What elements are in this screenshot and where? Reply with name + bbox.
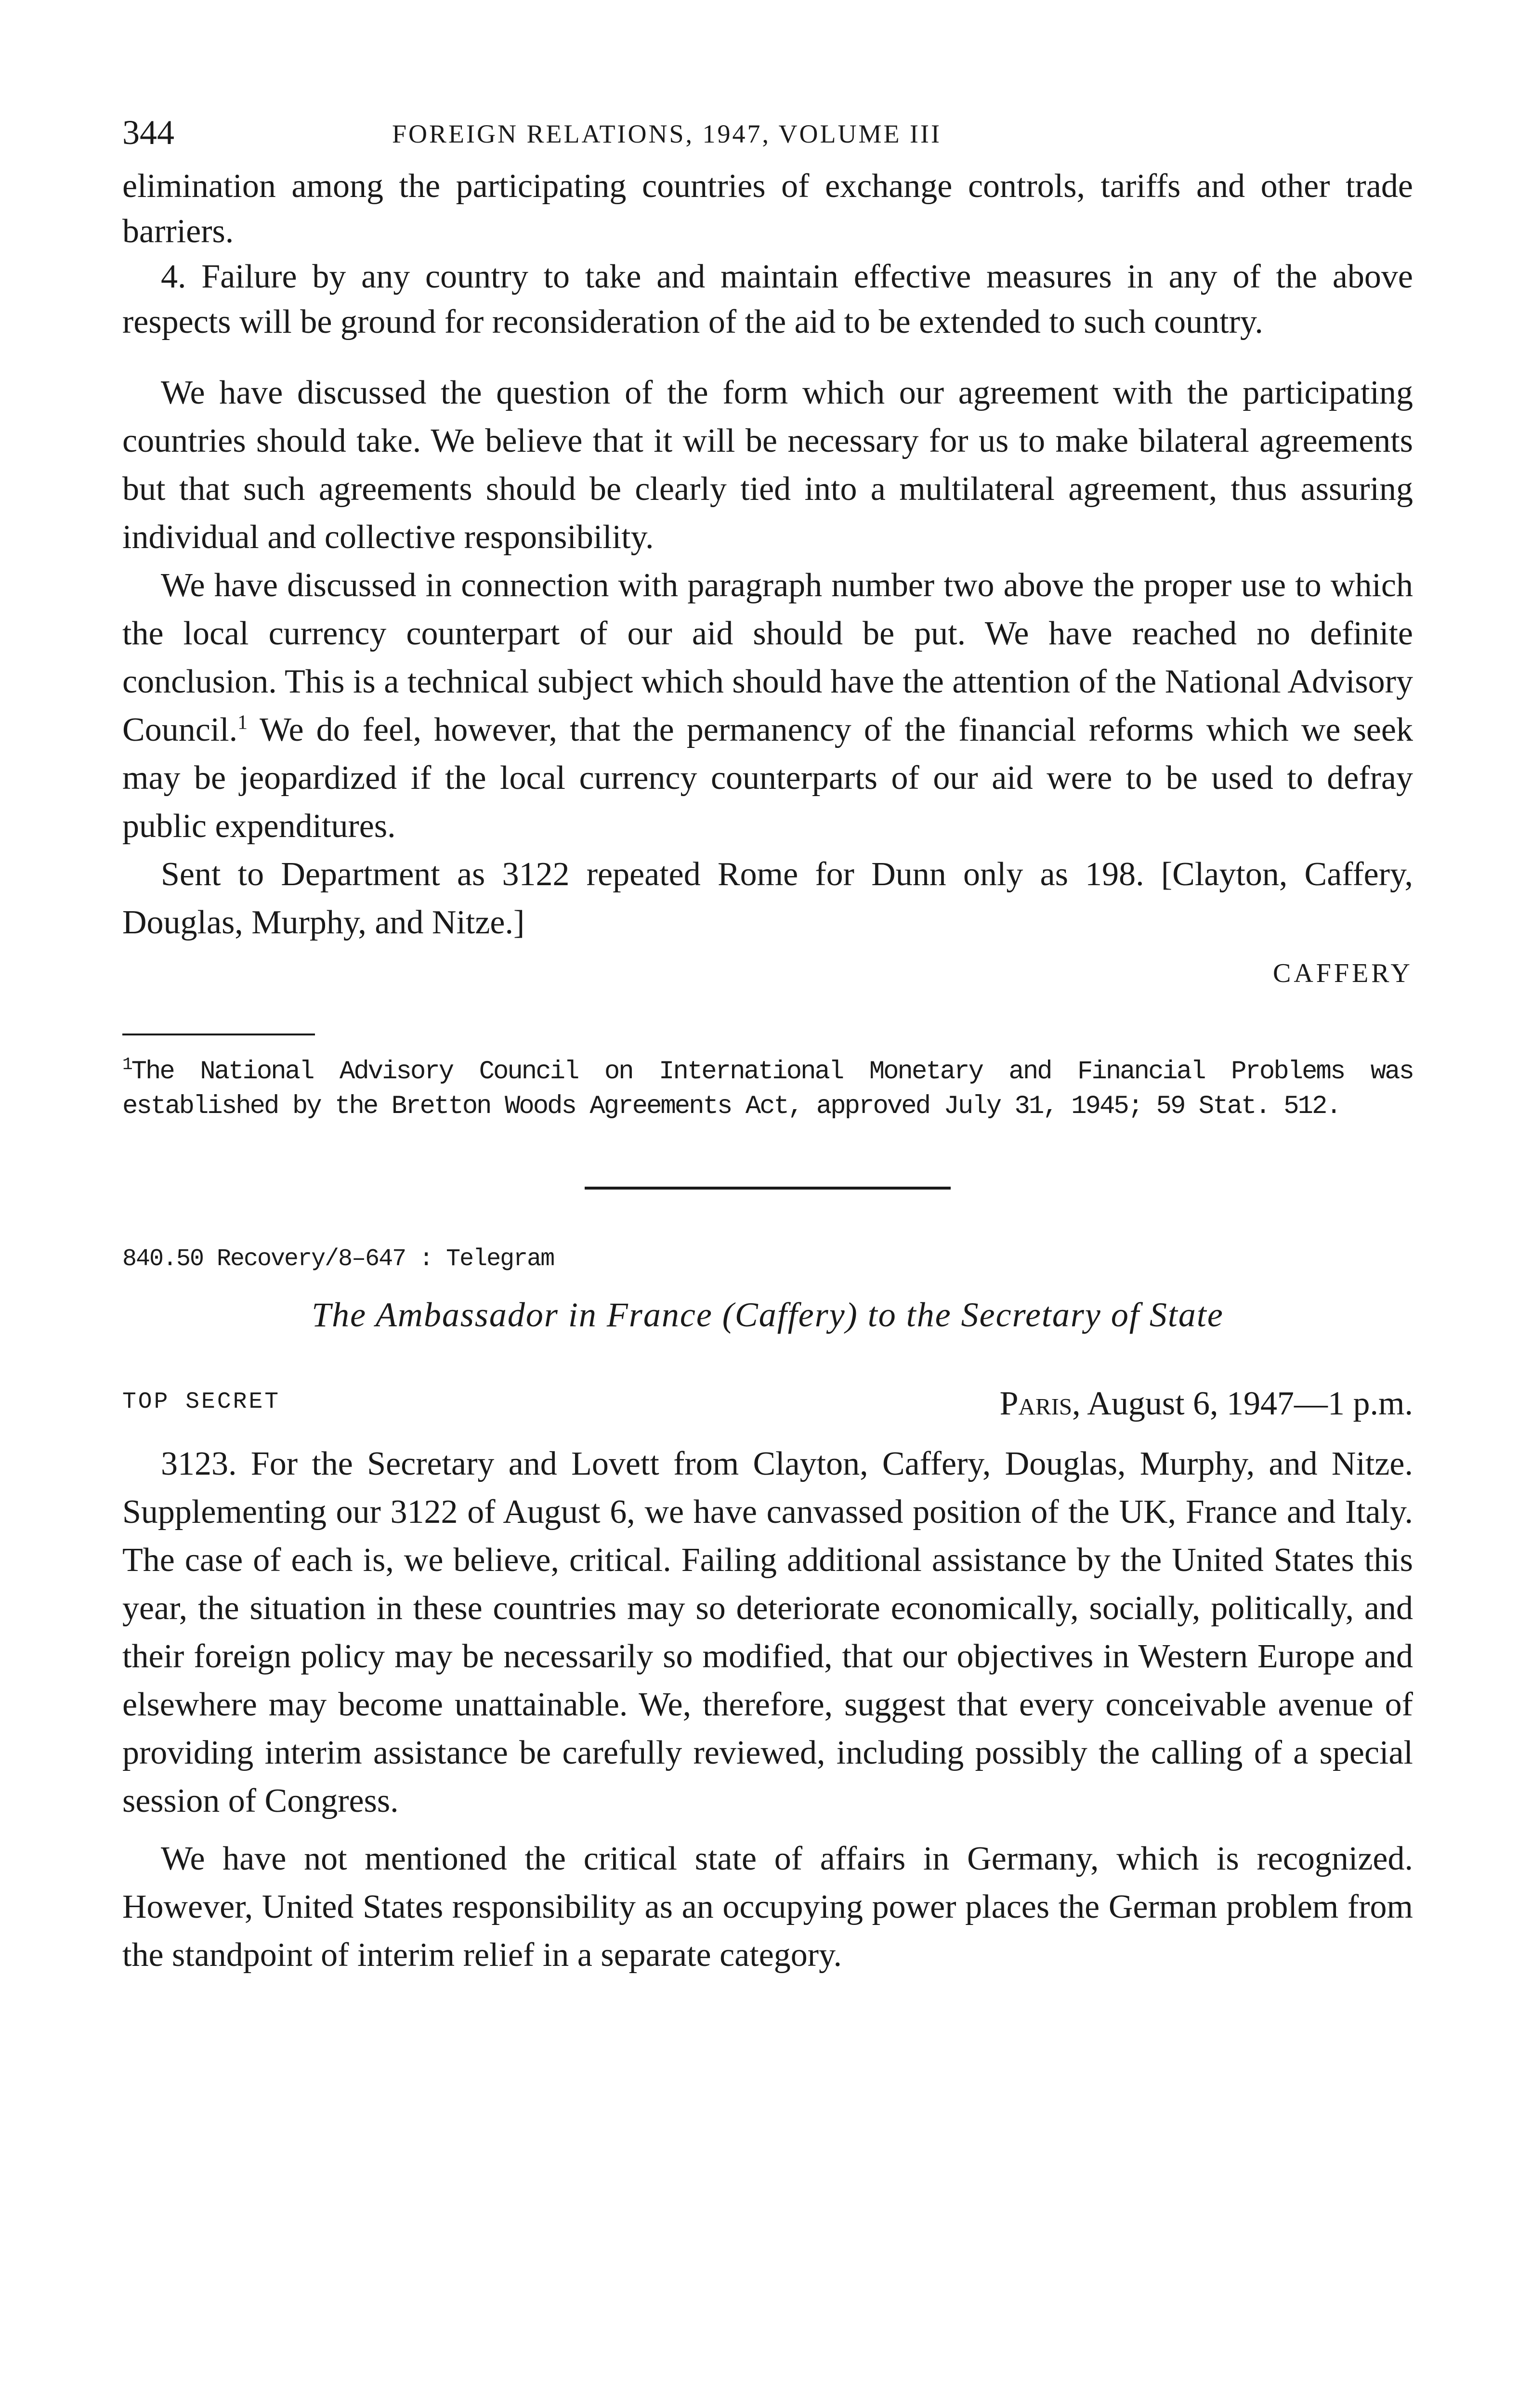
document-heading: The Ambassador in France (Caffery) to the Secretary of State — [312, 1296, 1224, 1334]
classification-label: TOP SECRET — [122, 1389, 281, 1415]
telegram-paragraph-2: We have not mentioned the critical state of affairs in Germany, which is recognized. However, United States responsibility as an occupying power places the German problem from the standpoint of interim relief in a separate category. — [122, 1840, 1413, 1974]
dateline — [1000, 1382, 1413, 1426]
footnote-marker: 1 — [122, 1055, 131, 1074]
page-number: 344 — [122, 113, 174, 152]
dateline-date: , August 6, 1947—1 p.m. — [1072, 1385, 1413, 1422]
paragraph-local-currency-part2: We do feel, however, that the permanency of the financial reforms which we seek may be jeopardized if the local currency counterparts of our aid were to be used to defray public expenditures. — [122, 711, 1413, 845]
footnote-rule — [122, 1034, 315, 1035]
volume-title: FOREIGN RELATIONS, 1947, VOLUME III — [392, 119, 942, 148]
running-head — [122, 111, 1413, 164]
footnote-reference: 1 — [237, 711, 248, 734]
dateline-place: Paris — [999, 1385, 1073, 1422]
footnote-text: The National Advisory Council on International Monetary and Financial Problems was established by the Bretton Woods Agreements Act, approved July 31, 1945; 59 Stat. 512. — [122, 1057, 1413, 1121]
document-page — [122, 111, 1413, 2408]
signature: CAFFERY — [1273, 958, 1413, 988]
section-divider — [585, 1187, 951, 1190]
footnote — [122, 1055, 1413, 1124]
paragraph-routing: Sent to Department as 3122 repeated Rome for Dunn only as 198. [Clayton, Caffery, Douglas, Murphy, and Nitze.] — [122, 856, 1413, 941]
telegram-paragraph-1: 3123. For the Secretary and Lovett from Clayton, Caffery, Douglas, Murphy, and Nitze. Supplementing our 3122 of August 6, we have canvassed position of the UK, France and Italy. The case of each is, we believe, critical. Failing additional assistance by the United States this year, the situation in these countries may so deteriorate economically, socially, politically, and their foreign policy may be necessarily so modified, that our objectives in Western Europe and elsewhere may become unattainable. We, therefore, suggest that every conceivable avenue of providing interim assistance be carefully reviewed, including possibly the calling of a special session of Congress. — [122, 1445, 1413, 1819]
file-reference: 840.50 Recovery/8–647 : Telegram — [122, 1245, 554, 1273]
continued-item-text: elimination among the participating countries of exchange controls, tariffs and other trade barriers. — [122, 168, 1413, 250]
paragraph-local-currency-part1: We have discussed in connection with paragraph number two above the proper use to which the local currency counterpart of our aid should be put. We have reached no definite conclusion. This is a technical subject which should have the attention of the National Advisory Council. — [122, 567, 1413, 748]
paragraph-agreement-form: We have discussed the question of the form which our agreement with the participating countries should take. We believe that it will be necessary for us to make bilateral agreements but that such agreements should be clearly tied into a multilateral agreement, thus assuring individual and collective responsibility. — [122, 374, 1413, 556]
paragraph-local-currency — [122, 562, 1413, 851]
classification-row — [122, 1382, 1413, 1430]
item-4-text: 4. Failure by any country to take and maintain effective measures in any of the above respects will be ground for reconsideration of the aid to be extended to such country. — [122, 258, 1413, 340]
